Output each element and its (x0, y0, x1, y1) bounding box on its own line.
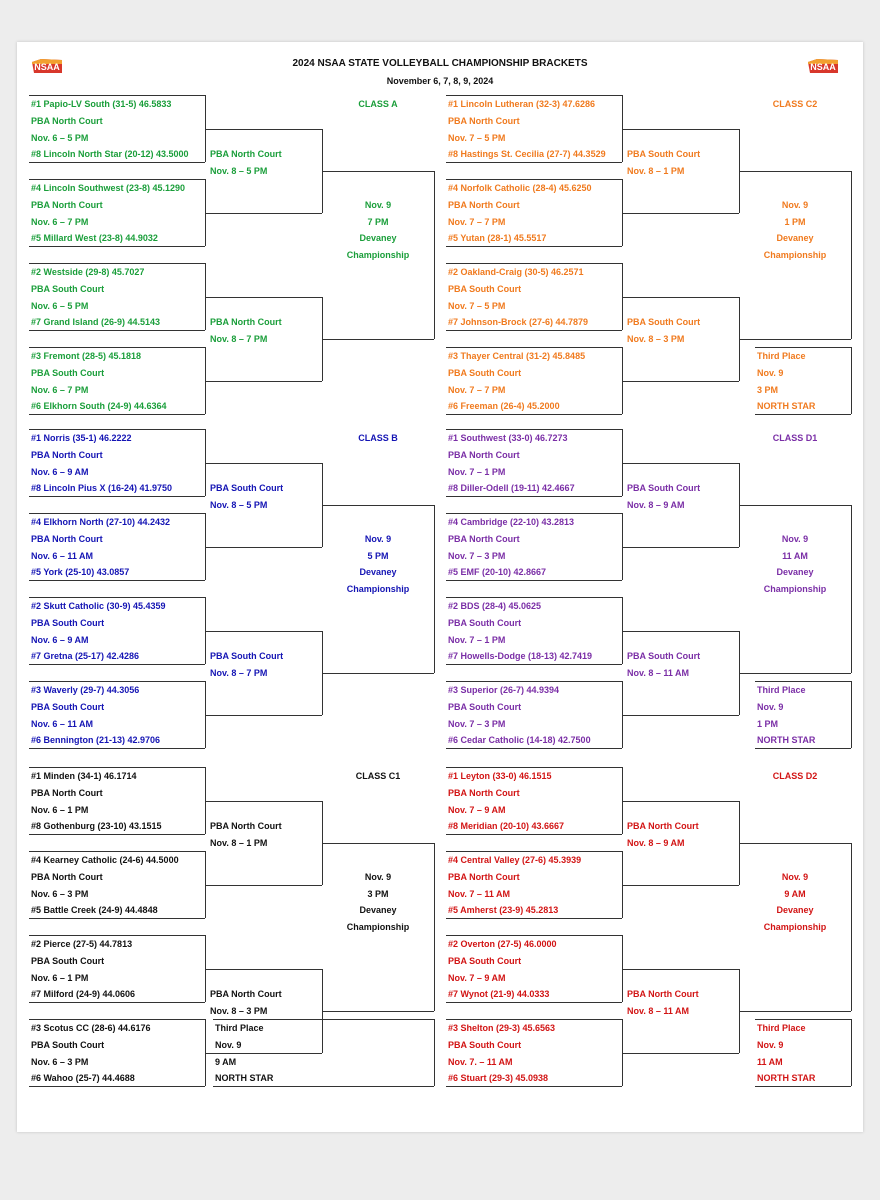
bracket-line (851, 681, 852, 748)
bracket-line (755, 347, 851, 348)
bracket-line (622, 715, 739, 716)
match-court: PBA South Court (448, 618, 522, 628)
match-time: Nov. 7 – 5 PM (448, 133, 506, 143)
bracket-line (622, 381, 739, 382)
bracket-line (622, 213, 739, 214)
match-court: PBA South Court (31, 1040, 105, 1050)
team-top: #2 Overton (27-5) 46.0000 (448, 939, 557, 949)
semifinal-time: Nov. 8 – 7 PM (210, 334, 268, 344)
bracket-line (755, 748, 851, 749)
match-court: PBA South Court (448, 702, 522, 712)
bracket-line (29, 851, 205, 852)
bracket-line (29, 162, 205, 163)
class-label: CLASS D2 (772, 771, 818, 781)
match-court: PBA South Court (448, 368, 522, 378)
bracket-line (622, 463, 739, 464)
semifinal-court: PBA North Court (210, 821, 282, 831)
third-place-info: Third Place (757, 1023, 806, 1033)
final-info: Championship (763, 584, 827, 594)
bracket-line (205, 381, 322, 382)
bracket-line (446, 179, 622, 180)
bracket-line (322, 673, 434, 674)
bracket-line (755, 681, 851, 682)
bracket-line (446, 513, 622, 514)
bracket-line (851, 171, 852, 339)
match-court: PBA North Court (31, 788, 103, 798)
team-bottom: #8 Gothenburg (23-10) 43.1515 (31, 821, 162, 831)
team-top: #4 Norfolk Catholic (28-4) 45.6250 (448, 183, 592, 193)
match-time: Nov. 7. – 11 AM (448, 1057, 513, 1067)
team-bottom: #8 Lincoln North Star (20-12) 43.5000 (31, 149, 189, 159)
third-place-info: Third Place (215, 1023, 264, 1033)
semifinal-time: Nov. 8 – 7 PM (210, 668, 268, 678)
semifinal-time: Nov. 8 – 3 PM (627, 334, 685, 344)
team-top: #1 Southwest (33-0) 46.7273 (448, 433, 568, 443)
team-top: #2 Pierce (27-5) 44.7813 (31, 939, 133, 949)
bracket-line (29, 767, 205, 768)
semifinal-time: Nov. 8 – 1 PM (627, 166, 685, 176)
team-top: #4 Central Valley (27-6) 45.3939 (448, 855, 582, 865)
final-info: 7 PM (367, 217, 389, 227)
bracket-line (213, 1019, 434, 1020)
team-top: #4 Elkhorn North (27-10) 44.2432 (31, 517, 171, 527)
third-place-info: NORTH STAR (215, 1073, 274, 1083)
team-top: #3 Shelton (29-3) 45.6563 (448, 1023, 556, 1033)
bracket-line (29, 1086, 205, 1087)
semifinal-court: PBA South Court (627, 317, 701, 327)
third-place-info: 3 PM (757, 385, 779, 395)
third-place-info: 9 AM (215, 1057, 237, 1067)
match-time: Nov. 7 – 5 PM (448, 301, 506, 311)
bracket-line (446, 162, 622, 163)
semifinal-time: Nov. 8 – 9 AM (627, 838, 685, 848)
third-place-info: NORTH STAR (757, 401, 816, 411)
match-court: PBA North Court (448, 450, 520, 460)
class-label: CLASS D1 (772, 433, 818, 443)
bracket-line (446, 95, 622, 96)
bracket-line (205, 715, 322, 716)
team-top: #1 Norris (35-1) 46.2222 (31, 433, 132, 443)
final-info: Nov. 9 (781, 534, 809, 544)
final-info: 11 AM (782, 551, 808, 561)
bracket-line (29, 1002, 205, 1003)
final-info: Devaney (776, 567, 814, 577)
third-place-info: NORTH STAR (757, 1073, 816, 1083)
bracket-line (205, 801, 322, 802)
match-time: Nov. 6 – 7 PM (31, 385, 89, 395)
bracket-line (29, 263, 205, 264)
bracket-line (29, 95, 205, 96)
bracket-line (739, 1011, 851, 1012)
third-place-info: 1 PM (757, 719, 779, 729)
bracket-line (213, 1086, 434, 1087)
semifinal-time: Nov. 8 – 11 AM (627, 1006, 690, 1016)
team-bottom: #5 Yutan (28-1) 45.5517 (448, 233, 547, 243)
bracket-sheet (17, 42, 863, 1132)
bracket-line (755, 1086, 851, 1087)
bracket-line (755, 414, 851, 415)
match-court: PBA South Court (31, 618, 105, 628)
third-place-info: Nov. 9 (757, 1040, 784, 1050)
bracket-line (446, 263, 622, 264)
bracket-line (205, 213, 322, 214)
team-top: #4 Lincoln Southwest (23-8) 45.1290 (31, 183, 186, 193)
final-info: Devaney (359, 567, 397, 577)
bracket-line (446, 597, 622, 598)
match-time: Nov. 6 – 3 PM (31, 1057, 89, 1067)
class-label: CLASS B (358, 433, 398, 443)
final-info: Championship (346, 584, 410, 594)
match-time: Nov. 7 – 11 AM (448, 889, 511, 899)
team-bottom: #8 Meridian (20-10) 43.6667 (448, 821, 565, 831)
team-bottom: #7 Milford (24-9) 44.0606 (31, 989, 136, 999)
bracket-line (851, 1019, 852, 1086)
final-info: Championship (763, 250, 827, 260)
bracket-line (205, 129, 322, 130)
third-place-info: Nov. 9 (215, 1040, 242, 1050)
final-info: Championship (346, 922, 410, 932)
match-time: Nov. 7 – 7 PM (448, 385, 506, 395)
team-bottom: #6 Stuart (29-3) 45.0938 (448, 1073, 549, 1083)
team-top: #1 Minden (34-1) 46.1714 (31, 771, 137, 781)
final-info: 5 PM (367, 551, 389, 561)
team-bottom: #6 Cedar Catholic (14-18) 42.7500 (448, 735, 591, 745)
bracket-line (29, 330, 205, 331)
final-info: Championship (346, 250, 410, 260)
bracket-line (29, 347, 205, 348)
semifinal-time: Nov. 8 – 3 PM (210, 1006, 268, 1016)
match-court: PBA South Court (31, 956, 105, 966)
bracket-line (446, 748, 622, 749)
bracket-line (434, 505, 435, 673)
final-info: Championship (763, 922, 827, 932)
semifinal-court: PBA South Court (210, 651, 284, 661)
final-info: Nov. 9 (364, 872, 392, 882)
bracket-line (755, 1019, 851, 1020)
semifinal-court: PBA South Court (627, 149, 701, 159)
team-top: #1 Papio-LV South (31-5) 46.5833 (31, 99, 172, 109)
bracket-line (446, 496, 622, 497)
bracket-line (739, 171, 851, 172)
class-label: CLASS A (358, 99, 398, 109)
team-top: #2 Westside (29-8) 45.7027 (31, 267, 145, 277)
third-place-info: Nov. 9 (757, 368, 784, 378)
match-time: Nov. 6 – 1 PM (31, 805, 89, 815)
bracket-line (446, 330, 622, 331)
match-court: PBA North Court (448, 788, 520, 798)
final-info: 1 PM (784, 217, 806, 227)
bracket-line (205, 547, 322, 548)
bracket-line (29, 935, 205, 936)
bracket-line (446, 834, 622, 835)
team-bottom: #5 Amherst (23-9) 45.2813 (448, 905, 559, 915)
team-bottom: #6 Bennington (21-13) 42.9706 (31, 735, 161, 745)
semifinal-court: PBA South Court (627, 483, 701, 493)
final-info: 3 PM (367, 889, 389, 899)
team-bottom: #5 York (25-10) 43.0857 (31, 567, 130, 577)
bracket-line (622, 129, 739, 130)
bracket-line (446, 935, 622, 936)
match-time: Nov. 6 – 3 PM (31, 889, 89, 899)
bracket-line (446, 347, 622, 348)
team-top: #2 Oakland-Craig (30-5) 46.2571 (448, 267, 584, 277)
match-time: Nov. 6 – 9 AM (31, 635, 89, 645)
semifinal-court: PBA North Court (627, 989, 699, 999)
bracket-line (29, 513, 205, 514)
bracket-line (851, 347, 852, 414)
bracket-line (322, 843, 434, 844)
bracket-line (622, 547, 739, 548)
match-time: Nov. 6 – 5 PM (31, 301, 89, 311)
match-time: Nov. 6 – 1 PM (31, 973, 89, 983)
logo-text: NSAA (810, 62, 836, 72)
bracket-line (622, 631, 739, 632)
logo-text: NSAA (34, 62, 60, 72)
match-court: PBA North Court (31, 872, 103, 882)
match-court: PBA North Court (448, 534, 520, 544)
match-court: PBA South Court (448, 956, 522, 966)
class-label: CLASS C1 (355, 771, 401, 781)
match-time: Nov. 6 – 9 AM (31, 467, 89, 477)
semifinal-time: Nov. 8 – 9 AM (627, 500, 685, 510)
bracket-line (29, 664, 205, 665)
bracket-line (205, 969, 322, 970)
bracket-line (851, 843, 852, 1011)
match-court: PBA South Court (31, 368, 105, 378)
final-info: Nov. 9 (781, 200, 809, 210)
third-place-info: 11 AM (757, 1057, 783, 1067)
match-time: Nov. 7 – 7 PM (448, 217, 506, 227)
team-bottom: #7 Grand Island (26-9) 44.5143 (31, 317, 161, 327)
semifinal-court: PBA North Court (210, 317, 282, 327)
bracket-line (446, 664, 622, 665)
match-court: PBA North Court (448, 200, 520, 210)
third-place-info: Nov. 9 (757, 702, 784, 712)
final-info: Devaney (359, 233, 397, 243)
team-bottom: #5 Battle Creek (24-9) 44.4848 (31, 905, 158, 915)
team-bottom: #8 Lincoln Pius X (16-24) 41.9750 (31, 483, 173, 493)
bracket-line (446, 580, 622, 581)
bracket-line (29, 429, 205, 430)
bracket-line (446, 918, 622, 919)
semifinal-court: PBA North Court (210, 149, 282, 159)
team-bottom: #7 Gretna (25-17) 42.4286 (31, 651, 140, 661)
team-top: #4 Cambridge (22-10) 43.2813 (448, 517, 575, 527)
match-court: PBA North Court (448, 116, 520, 126)
bracket-line (322, 1011, 434, 1012)
bracket-line (446, 1086, 622, 1087)
bracket-line (29, 580, 205, 581)
semifinal-court: PBA North Court (627, 821, 699, 831)
team-bottom: #8 Diller-Odell (19-11) 42.4667 (448, 483, 575, 493)
team-bottom: #7 Wynot (21-9) 44.0333 (448, 989, 550, 999)
team-bottom: #5 EMF (20-10) 42.8667 (448, 567, 547, 577)
bracket-line (205, 463, 322, 464)
match-court: PBA South Court (31, 702, 105, 712)
team-top: #2 BDS (28-4) 45.0625 (448, 601, 542, 611)
final-info: Devaney (776, 233, 814, 243)
bracket-line (434, 1019, 435, 1086)
bracket-line (29, 597, 205, 598)
bracket-line (446, 1002, 622, 1003)
match-time: Nov. 7 – 3 PM (448, 719, 506, 729)
bracket-line (446, 851, 622, 852)
bracket-line (446, 1019, 622, 1020)
team-top: #2 Skutt Catholic (30-9) 45.4359 (31, 601, 166, 611)
team-bottom: #6 Freeman (26-4) 45.2000 (448, 401, 560, 411)
bracket-line (622, 297, 739, 298)
bracket-line (29, 1019, 205, 1020)
match-time: Nov. 7 – 1 PM (448, 635, 506, 645)
bracket-line (29, 748, 205, 749)
match-time: Nov. 6 – 7 PM (31, 217, 89, 227)
match-time: Nov. 6 – 11 AM (31, 719, 94, 729)
team-top: #3 Thayer Central (31-2) 45.8485 (448, 351, 586, 361)
match-court: PBA South Court (448, 284, 522, 294)
bracket-line (739, 843, 851, 844)
semifinal-time: Nov. 8 – 11 AM (627, 668, 690, 678)
match-court: PBA North Court (31, 200, 103, 210)
bracket-line (322, 339, 434, 340)
team-bottom: #5 Millard West (23-8) 44.9032 (31, 233, 158, 243)
bracket-line (446, 246, 622, 247)
semifinal-time: Nov. 8 – 5 PM (210, 500, 268, 510)
team-bottom: #7 Johnson-Brock (27-6) 44.7879 (448, 317, 589, 327)
team-bottom: #6 Elkhorn South (24-9) 44.6364 (31, 401, 167, 411)
team-top: #4 Kearney Catholic (24-6) 44.5000 (31, 855, 179, 865)
match-time: Nov. 6 – 11 AM (31, 551, 94, 561)
match-court: PBA North Court (448, 872, 520, 882)
bracket-line (434, 843, 435, 1011)
match-court: PBA North Court (31, 534, 103, 544)
bracket-line (205, 1053, 322, 1054)
bracket-line (29, 179, 205, 180)
third-place-info: Third Place (757, 351, 806, 361)
team-bottom: #8 Hastings St. Cecilia (27-7) 44.3529 (448, 149, 606, 159)
team-bottom: #6 Wahoo (25-7) 44.4688 (31, 1073, 135, 1083)
bracket-line (739, 339, 851, 340)
final-info: Nov. 9 (364, 200, 392, 210)
bracket-line (446, 767, 622, 768)
bracket-line (29, 834, 205, 835)
team-top: #3 Fremont (28-5) 45.1818 (31, 351, 142, 361)
semifinal-court: PBA North Court (210, 989, 282, 999)
bracket-line (446, 414, 622, 415)
semifinal-court: PBA South Court (210, 483, 284, 493)
team-bottom: #7 Howells-Dodge (18-13) 42.7419 (448, 651, 593, 661)
match-time: Nov. 7 – 3 PM (448, 551, 506, 561)
bracket-line (622, 801, 739, 802)
match-time: Nov. 7 – 9 AM (448, 805, 506, 815)
match-court: PBA South Court (448, 1040, 522, 1050)
page-subtitle-dates: November 6, 7, 8, 9, 2024 (386, 76, 494, 86)
team-top: #3 Waverly (29-7) 44.3056 (31, 685, 140, 695)
semifinal-time: Nov. 8 – 5 PM (210, 166, 268, 176)
match-court: PBA North Court (31, 450, 103, 460)
bracket-line (29, 246, 205, 247)
team-top: #1 Leyton (33-0) 46.1515 (448, 771, 552, 781)
third-place-info: NORTH STAR (757, 735, 816, 745)
bracket-line (322, 505, 434, 506)
third-place-info: Third Place (757, 685, 806, 695)
final-info: Nov. 9 (364, 534, 392, 544)
bracket-line (446, 681, 622, 682)
bracket-line (851, 505, 852, 673)
bracket-line (739, 673, 851, 674)
bracket-line (205, 885, 322, 886)
match-time: Nov. 6 – 5 PM (31, 133, 89, 143)
bracket-line (322, 171, 434, 172)
semifinal-court: PBA South Court (627, 651, 701, 661)
match-court: PBA North Court (31, 116, 103, 126)
final-info: 9 AM (784, 889, 806, 899)
team-top: #3 Scotus CC (28-6) 44.6176 (31, 1023, 151, 1033)
bracket-line (29, 681, 205, 682)
match-time: Nov. 7 – 1 PM (448, 467, 506, 477)
bracket-line (29, 414, 205, 415)
bracket-line (622, 885, 739, 886)
final-info: Nov. 9 (781, 872, 809, 882)
team-top: #1 Lincoln Lutheran (32-3) 47.6286 (448, 99, 596, 109)
bracket-line (205, 631, 322, 632)
team-top: #3 Superior (26-7) 44.9394 (448, 685, 560, 695)
bracket-line (622, 969, 739, 970)
final-info: Devaney (359, 905, 397, 915)
final-info: Devaney (776, 905, 814, 915)
match-court: PBA South Court (31, 284, 105, 294)
page-title: 2024 NSAA STATE VOLLEYBALL CHAMPIONSHIP BRACKETS (292, 58, 588, 69)
semifinal-time: Nov. 8 – 1 PM (210, 838, 268, 848)
bracket-line (622, 1053, 739, 1054)
bracket-line (29, 918, 205, 919)
bracket-line (434, 171, 435, 339)
match-time: Nov. 7 – 9 AM (448, 973, 506, 983)
bracket-line (205, 297, 322, 298)
bracket-line (29, 496, 205, 497)
bracket-line (739, 505, 851, 506)
class-label: CLASS C2 (772, 99, 818, 109)
bracket-line (446, 429, 622, 430)
